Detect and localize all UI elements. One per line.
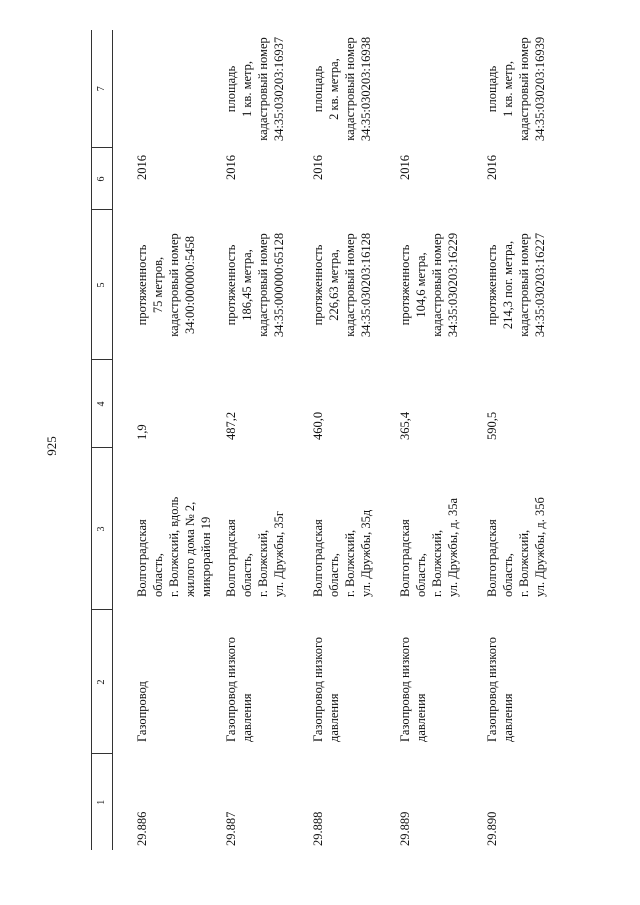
object-note: площадь 1 кв. метр, кадастровый номер 34:35:030203:16937 [224,36,286,142]
row-number: 29.886 [135,811,149,846]
object-year: 2016 [398,155,412,180]
object-address: Волгоградская область, г. Волжский, вдоль жилого дома № 2, микрорайон 19 [135,496,213,597]
object-name: Газопровод низкого давления [224,636,254,742]
object-value: 460,0 [311,411,325,440]
table-row [475,30,562,850]
object-value: 365,4 [398,411,412,440]
table-row [214,30,301,850]
object-year: 2016 [224,155,238,180]
object-name: Газопровод низкого давления [398,636,428,742]
object-extent: протяженность 226,63 метра, кадастровый номер 34:35:030203:16128 [311,232,373,338]
object-name: Газопровод [135,681,149,742]
object-extent: протяженность 214,3 пог. метра, кадастровый номер 34:35:030203:16227 [485,232,547,338]
page-number: 925 [44,436,59,456]
object-note: площадь 2 кв. метра, кадастровый номер 34:35:030203:16938 [311,36,373,142]
row-number: 29.888 [311,811,325,846]
table-row [388,30,475,850]
object-value: 1,9 [135,424,149,440]
object-value: 487,2 [224,411,238,440]
object-note [388,30,475,148]
object-extent: протяженность 104,6 метра, кадастровый номер 34:35:030203:16229 [398,232,460,338]
column-header-5: 5 [92,210,113,360]
object-address: Волгоградская область, г. Волжский, ул. Дружбы, д. 35а [398,497,460,597]
row-number: 29.890 [485,811,499,846]
column-header-4: 4 [92,360,113,448]
object-address: Волгоградская область, г. Волжский, ул. Дружбы, д. 35б [485,497,547,597]
column-header-3: 3 [92,448,113,610]
object-address: Волгоградская область, г. Волжский, ул. Дружбы, 35г [224,511,286,597]
table-row [301,30,388,850]
object-name: Газопровод низкого давления [311,636,341,742]
column-header-7: 7 [92,30,113,148]
rotated-table-container [91,30,571,850]
row-number: 29.889 [398,811,412,846]
column-header-6: 6 [92,148,113,210]
object-address: Волгоградская область, г. Волжский, ул. Дружбы, 35д [311,509,373,597]
column-number-row [92,30,113,850]
object-note [113,30,215,148]
object-extent: протяженность 186,45 метра, кадастровый номер 34:35:000000:65128 [224,232,286,338]
row-number: 29.887 [224,811,238,846]
object-value: 590,5 [485,411,499,440]
table-row [113,30,215,850]
object-year: 2016 [311,155,325,180]
object-note: площадь 1 кв. метр, кадастровый номер 34:35:030203:16939 [485,36,547,142]
column-header-2: 2 [92,610,113,754]
object-name: Газопровод низкого давления [485,636,515,742]
object-year: 2016 [135,155,149,180]
registry-table [91,30,562,850]
object-extent: протяженность 75 метров, кадастровый номер 34:00:000000:5458 [135,233,197,337]
column-header-1: 1 [92,754,113,850]
object-year: 2016 [485,155,499,180]
